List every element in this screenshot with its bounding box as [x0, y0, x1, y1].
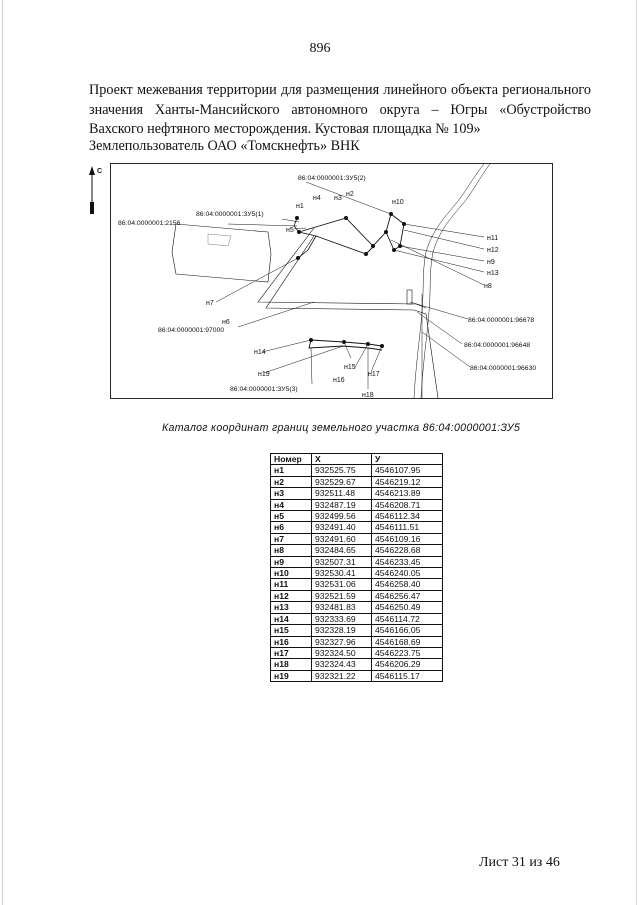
table-row: [271, 522, 443, 533]
label-zu5-3: 86:04:0000001:ЗУ5(3): [230, 386, 298, 393]
table-row: [271, 636, 443, 647]
cell-y: 4546166.05: [372, 625, 443, 636]
creek-line: [414, 164, 484, 398]
cell-y: 4546109.16: [372, 533, 443, 544]
label-n5: н5: [286, 227, 294, 234]
table-row: [271, 670, 443, 681]
cell-number: н5: [271, 511, 312, 522]
label-zu5-2: 86:04:0000001:ЗУ5(2): [298, 175, 366, 182]
scan-edge-right: [636, 0, 637, 905]
table-row: [271, 556, 443, 567]
cell-number: н17: [271, 647, 312, 658]
cell-x: 932511.48: [312, 488, 372, 499]
label-n9: н9: [487, 259, 495, 266]
cell-y: 4546208.71: [372, 499, 443, 510]
cell-y: 4546240.05: [372, 568, 443, 579]
label-n6: н6: [222, 319, 230, 326]
cell-x: 932333.69: [312, 613, 372, 624]
label-2156: 86:04:0000001:2156: [118, 220, 181, 227]
cell-x: 932531.06: [312, 579, 372, 590]
cell-y: 4546256.47: [372, 590, 443, 601]
scan-edge-left: [2, 0, 3, 905]
table-row: [271, 533, 443, 544]
label-n13: н13: [487, 270, 499, 277]
label-n1: н1: [296, 203, 304, 210]
cell-x: 932328.19: [312, 625, 372, 636]
page-number: 896: [309, 41, 331, 56]
heading-line-3: Вахского нефтяного месторождения. Кустовая площадка № 109»: [89, 121, 481, 137]
cell-number: н19: [271, 670, 312, 681]
table-row: [271, 659, 443, 670]
cell-x: 932521.59: [312, 590, 372, 601]
creek-line-2: [421, 164, 490, 398]
label-n3: н3: [334, 195, 342, 202]
label-97000: 86:04:0000001:97000: [158, 327, 225, 334]
label-n11: н11: [487, 235, 499, 242]
table-row: [271, 465, 443, 476]
cell-y: 4546250.49: [372, 602, 443, 613]
label-n10: н10: [392, 199, 404, 206]
cell-x: 932507.31: [312, 556, 372, 567]
header-number: Номер: [271, 454, 312, 465]
label-96648: 86:04:0000001:96648: [464, 342, 531, 349]
cell-number: н3: [271, 488, 312, 499]
cell-x: 932321.22: [312, 670, 372, 681]
heading-line-2: значения Ханты-Мансийского автономного округа – Югры «Обустройство: [89, 101, 591, 118]
boundary-zu5-3-top: [311, 340, 382, 346]
north-label: С: [97, 168, 103, 175]
cell-x: 932491.40: [312, 522, 372, 533]
header-y: У: [372, 454, 443, 465]
cell-number: н4: [271, 499, 312, 510]
map-drawing: [86, 162, 556, 402]
cell-y: 4546228.68: [372, 545, 443, 556]
cell-y: 4546213.89: [372, 488, 443, 499]
table-row: [271, 476, 443, 487]
table-row: [271, 511, 443, 522]
cell-x: 932499.56: [312, 511, 372, 522]
cell-x: 932484.65: [312, 545, 372, 556]
label-zu5-1: 86:04:0000001:ЗУ5(1): [196, 211, 264, 218]
cell-x: 932481.83: [312, 602, 372, 613]
cell-y: 4546114.72: [372, 613, 443, 624]
cell-y: 4546206.29: [372, 659, 443, 670]
label-n4: н4: [313, 195, 321, 202]
cell-number: н2: [271, 476, 312, 487]
label-n18: н18: [362, 392, 374, 399]
coordinates-table: [270, 453, 443, 682]
cell-number: н15: [271, 625, 312, 636]
sheet-number: Лист 31 из 46: [479, 855, 560, 870]
cell-x: 932327.96: [312, 636, 372, 647]
cell-x: 932491.60: [312, 533, 372, 544]
cell-number: н7: [271, 533, 312, 544]
label-n16: н16: [333, 377, 345, 384]
header-x: X: [312, 454, 372, 465]
cell-y: 4546223.75: [372, 647, 443, 658]
label-n7: н7: [206, 300, 214, 307]
cell-y: 4546168.69: [372, 636, 443, 647]
cell-y: 4546258.40: [372, 579, 443, 590]
cell-y: 4546219.12: [372, 476, 443, 487]
cell-number: н6: [271, 522, 312, 533]
cell-x: 932487.19: [312, 499, 372, 510]
label-96630: 86:04:0000001:96630: [470, 365, 537, 372]
table-caption: Каталог координат границ земельного участка 86:04:0000001:ЗУ5: [162, 422, 521, 434]
cadastral-map: [86, 162, 556, 402]
cell-y: 4546111.51: [372, 522, 443, 533]
cell-number: н18: [271, 659, 312, 670]
label-n14: н14: [254, 349, 266, 356]
table-header-row: [271, 454, 443, 465]
table-row: [271, 545, 443, 556]
table-row: [271, 613, 443, 624]
map-frame: [111, 164, 553, 399]
label-n15: н15: [344, 364, 356, 371]
cell-number: н13: [271, 602, 312, 613]
cell-number: н1: [271, 465, 312, 476]
label-96678: 86:04:0000001:96678: [468, 317, 535, 324]
cell-x: 932324.43: [312, 659, 372, 670]
table-row: [271, 602, 443, 613]
label-n12: н12: [487, 247, 499, 254]
cell-x: 932525.75: [312, 465, 372, 476]
label-n17: н17: [368, 371, 380, 378]
north-arrow-icon: [89, 166, 95, 214]
cell-x: 932529.67: [312, 476, 372, 487]
cell-y: 4546115.17: [372, 670, 443, 681]
cell-number: н11: [271, 579, 312, 590]
parcel-2156: [172, 224, 271, 282]
boundary-main: [299, 218, 386, 246]
label-n8: н8: [484, 283, 492, 290]
boundary-vertices: [295, 212, 406, 348]
boundary-main-2: [316, 236, 374, 254]
table-row: [271, 499, 443, 510]
table-row: [271, 488, 443, 499]
cell-x: 932324.50: [312, 647, 372, 658]
table-row: [271, 647, 443, 658]
cell-number: н14: [271, 613, 312, 624]
cell-number: н8: [271, 545, 312, 556]
cell-y: 4546107.95: [372, 465, 443, 476]
cell-y: 4546112.34: [372, 511, 443, 522]
road-edge-lower: [266, 236, 438, 398]
table-row: [271, 568, 443, 579]
parcel-2156-inner: [208, 234, 231, 246]
label-n19: н19: [258, 371, 270, 378]
table-row: [271, 590, 443, 601]
table-row: [271, 625, 443, 636]
label-n2: н2: [346, 191, 354, 198]
heading-line-1: Проект межевания территории для размещения линейного объекта регионального: [89, 82, 591, 98]
structure-box: [407, 290, 412, 304]
cell-number: н12: [271, 590, 312, 601]
cell-y: 4546233.45: [372, 556, 443, 567]
cell-number: н16: [271, 636, 312, 647]
table-row: [271, 579, 443, 590]
cell-number: н9: [271, 556, 312, 567]
cell-x: 932530.41: [312, 568, 372, 579]
land-user: Землепользователь ОАО «Томскнефть» ВНК: [89, 138, 360, 154]
cell-number: н10: [271, 568, 312, 579]
document-heading: [89, 81, 591, 140]
